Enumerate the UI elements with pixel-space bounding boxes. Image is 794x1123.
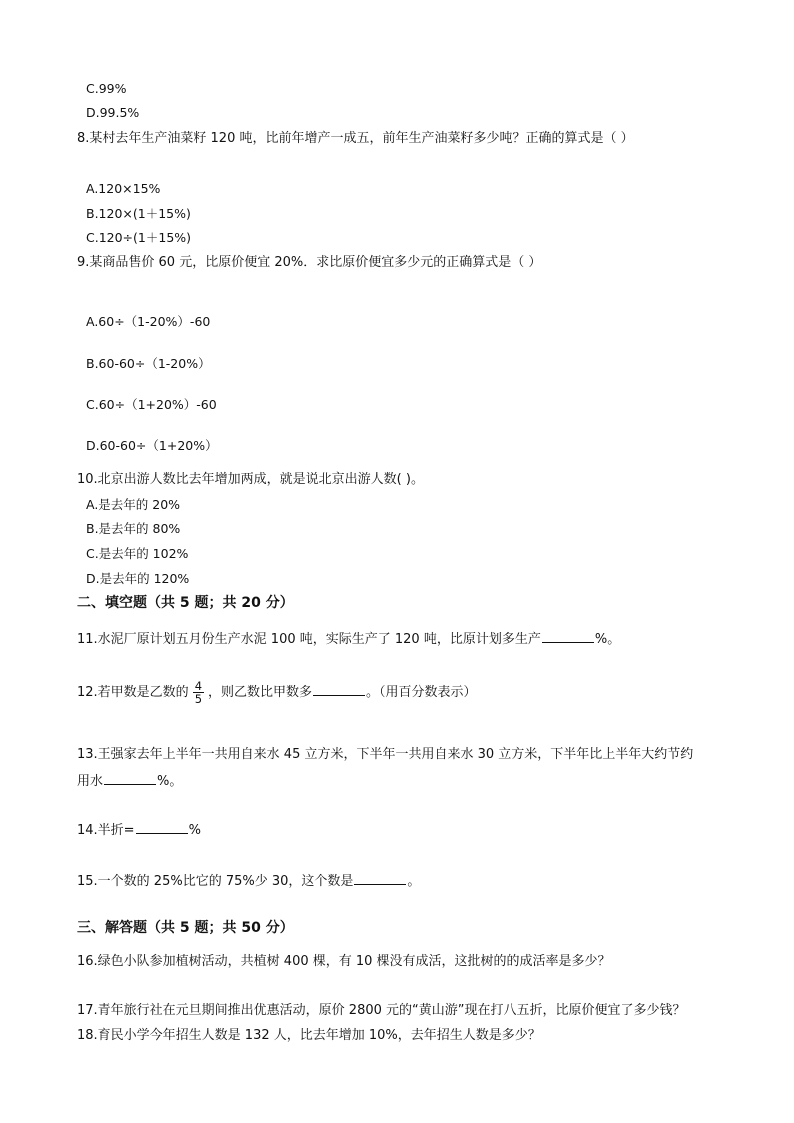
section-2-heading: 二、填空题（共 5 题；共 20 分） — [77, 595, 294, 611]
question-10-option-d: D.是去年的 120% — [86, 571, 190, 586]
answer-blank[interactable] — [104, 771, 156, 785]
question-9-stem: 9.某商品售价 60 元，比原价便宜 20%．求比原价便宜多少元的正确算式是（ ） — [77, 255, 542, 270]
question-14-unit: % — [188, 823, 201, 838]
question-12-text: 12.若甲数是乙数的 — [77, 685, 189, 700]
question-7-option-c: C.99% — [86, 81, 127, 96]
question-11 — [77, 629, 620, 649]
question-12-note: 。（用百分数表示） — [366, 685, 477, 700]
question-15-end: 。 — [407, 874, 421, 889]
question-8-option-a: A.120×15% — [86, 181, 161, 196]
question-18-stem: 18.育民小学今年招生人数是 132 人，比去年增加 10%，去年招生人数是多少？ — [77, 1028, 541, 1043]
question-9-option-d: D.60-60÷（1+20%） — [86, 438, 218, 453]
question-11-unit: %。 — [594, 632, 621, 647]
question-17-stem: 17.青年旅行社在元旦期间推出优惠活动，原价 2800 元的“黄山游”现在打八五折，比原价便宜了多少钱？ — [77, 1003, 686, 1018]
question-8-option-c: C.120÷(1＋15%) — [86, 230, 192, 245]
question-10-option-b: B.是去年的 80% — [86, 521, 181, 536]
question-12-middle: ，则乙数比甲数多 — [208, 685, 313, 700]
question-13-line-1: 13.王强家去年上半年一共用自来水 45 立方米，下半年一共用自来水 30 立方米，下半年比上半年大约节约 — [77, 747, 694, 762]
question-8-option-b: B.120×(1＋15%) — [86, 206, 191, 221]
question-8-stem: 8.某村去年生产油菜籽 120 吨，比前年增产一成五，前年生产油菜籽多少吨？正确的算式是（ ） — [77, 131, 634, 146]
question-10-stem: 10.北京出游人数比去年增加两成，就是说北京出游人数( )。 — [77, 472, 424, 487]
question-11-text: 11.水泥厂原计划五月份生产水泥 100 吨，实际生产了 120 吨，比原计划多生产 — [77, 632, 541, 647]
question-9-option-c: C.60÷（1+20%）-60 — [86, 397, 217, 412]
section-3-heading: 三、解答题（共 5 题；共 50 分） — [77, 920, 294, 936]
question-13-unit: %。 — [157, 774, 183, 789]
answer-blank[interactable] — [542, 629, 594, 643]
question-10-option-c: C.是去年的 102% — [86, 546, 189, 561]
question-9-option-b: B.60-60÷（1-20%） — [86, 356, 211, 371]
answer-blank[interactable] — [313, 682, 365, 696]
question-13-line-2 — [77, 771, 182, 791]
question-9-option-a: A.60÷（1-20%）-60 — [86, 314, 211, 329]
question-16-stem: 16.绿色小队参加植树活动，共植树 400 棵，有 10 棵没有成活，这批树的的成活率是多少？ — [77, 954, 611, 969]
fraction-numerator: 4 — [194, 679, 203, 693]
fraction-denominator: 5 — [194, 692, 203, 706]
question-14-text: 14.半折= — [77, 823, 135, 838]
answer-blank[interactable] — [136, 820, 188, 834]
question-12 — [77, 678, 477, 708]
question-15 — [77, 871, 420, 891]
question-15-text: 15.一个数的 25%比它的 75%少 30，这个数是 — [77, 874, 354, 889]
fraction — [193, 680, 204, 705]
question-13-text: 用水 — [77, 774, 104, 789]
question-7-option-d: D.99.5% — [86, 105, 140, 120]
question-14 — [77, 820, 201, 840]
answer-blank[interactable] — [354, 871, 406, 885]
question-10-option-a: A.是去年的 20% — [86, 497, 181, 512]
